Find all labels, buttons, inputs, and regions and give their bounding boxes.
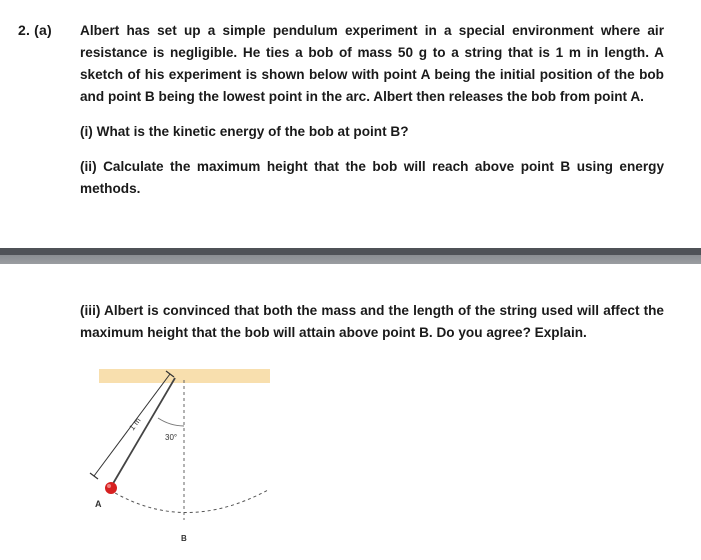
pendulum-bob-highlight — [107, 484, 111, 488]
swing-arc — [110, 490, 268, 513]
point-a-label: A — [95, 499, 102, 509]
question-intro-text: Albert has set up a simple pendulum experiment in a special environment where air resistance is negligible. He ties a bob of mass 50 g to a string that is 1 m in length. A sketch of his experiment is shown below with point A being the initial position of the bob and point B being the lowest point in the arc. Albert then releases the bob from point A. — [80, 23, 664, 104]
dimension-tick-bottom — [90, 473, 98, 479]
pendulum-bob — [105, 482, 117, 494]
question-number: 2. (a) — [18, 22, 52, 38]
length-label: 1 m — [127, 416, 143, 433]
point-b-label: B — [181, 534, 187, 543]
angle-arc — [158, 418, 184, 426]
question-part-iii: (iii) Albert is convinced that both the mass and the length of the string used will affect the maximum height that the bob will attain above point B. Do you agree? Explain. — [80, 303, 664, 340]
question-part-i: (i) What is the kinetic energy of the bob at point B? — [80, 124, 409, 139]
question-part-ii: (ii) Calculate the maximum height that the bob will reach above point B using energy methods. — [80, 159, 664, 196]
angle-label: 30° — [165, 433, 178, 442]
